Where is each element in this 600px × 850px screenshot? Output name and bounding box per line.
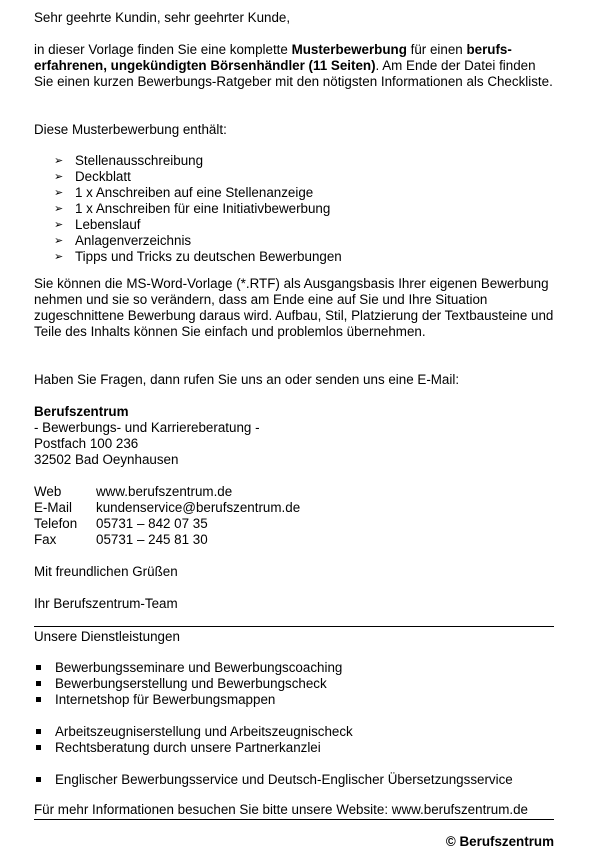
- square-bullet-icon: [36, 681, 41, 686]
- contact-fax: 05731 – 245 81 30: [96, 532, 208, 547]
- arrow-bullet-icon: ➢: [54, 251, 64, 263]
- square-bullet-icon: [36, 665, 41, 670]
- table-row: [34, 516, 300, 532]
- contact-label: Web: [34, 484, 62, 499]
- contact-email-link[interactable]: kundenservice@berufszentrum.de: [96, 500, 301, 515]
- arrow-bullet-icon: ➢: [54, 203, 64, 215]
- arrow-bullet-icon: ➢: [54, 155, 64, 167]
- list-item-label: Anlagenverzeichnis: [75, 233, 192, 248]
- list-item: [34, 169, 342, 185]
- signature-team: Ihr Berufszentrum-Team: [34, 596, 178, 611]
- list-item: [34, 185, 342, 201]
- arrow-bullet-icon: ➢: [54, 235, 64, 247]
- list-item: [34, 772, 513, 788]
- divider: [34, 819, 554, 820]
- arrow-bullet-icon: ➢: [54, 187, 64, 199]
- contact-table: [34, 484, 300, 548]
- list-item-label: Deckblatt: [75, 169, 131, 184]
- list-item: [34, 740, 353, 756]
- list-item-label: Bewerbungsseminare und Bewerbungscoaching: [55, 660, 343, 675]
- list-item-label: Internetshop für Bewerbungsmappen: [55, 692, 276, 707]
- list-item: [34, 217, 342, 233]
- list-item: [34, 692, 342, 708]
- contact-label: Fax: [34, 532, 57, 547]
- address-block: [34, 404, 260, 468]
- intro-text-1: in dieser Vorlage finden Sie eine komplette: [34, 42, 292, 57]
- divider: [34, 626, 554, 627]
- list-item-label: 1 x Anschreiben für eine Initiativbewerbung: [75, 201, 331, 216]
- contents-heading: Diese Musterbewerbung enthält:: [34, 122, 227, 137]
- list-item: [34, 233, 342, 249]
- list-item-label: Arbeitszeugniserstellung und Arbeitszeugnischeck: [55, 724, 353, 739]
- services-list: [34, 660, 342, 708]
- contact-website-link[interactable]: www.berufszentrum.de: [96, 484, 233, 499]
- list-item: [34, 201, 342, 217]
- arrow-bullet-icon: ➢: [54, 219, 64, 231]
- table-row: [34, 532, 300, 548]
- square-bullet-icon: [36, 745, 41, 750]
- intro-paragraph: [34, 42, 554, 90]
- company-subtitle: - Bewerbungs- und Karriereberatung -: [34, 420, 260, 435]
- contact-label: E-Mail: [34, 500, 72, 515]
- list-item-label: Tipps und Tricks zu deutschen Bewerbungen: [75, 249, 342, 264]
- square-bullet-icon: [36, 697, 41, 702]
- city: 32502 Bad Oeynhausen: [34, 452, 179, 467]
- table-row: [34, 500, 300, 516]
- greeting: Sehr geehrte Kundin, sehr geehrter Kunde,: [34, 10, 291, 25]
- more-info-line: Für mehr Informationen besuchen Sie bitte unsere Website: www.berufszentrum.de: [34, 802, 528, 817]
- list-item: [34, 660, 342, 676]
- contact-label: Telefon: [34, 516, 78, 531]
- questions-line: Haben Sie Fragen, dann rufen Sie uns an oder senden uns eine E-Mail:: [34, 372, 460, 387]
- square-bullet-icon: [36, 777, 41, 782]
- list-item: [34, 724, 353, 740]
- list-item-label: Rechtsberatung durch unsere Partnerkanzlei: [55, 740, 321, 755]
- contents-list: [34, 153, 342, 265]
- contact-phone: 05731 – 842 07 35: [96, 516, 208, 531]
- list-item: [34, 153, 342, 169]
- list-item: [34, 249, 342, 265]
- square-bullet-icon: [36, 729, 41, 734]
- closing-regards: Mit freundlichen Grüßen: [34, 564, 178, 579]
- intro-text-3: . Am Ende der Datei finden Sie einen kurzen Bewerbungs-Ratgeber mit den nötigsten Informationen als Checkliste.: [34, 58, 553, 89]
- intro-bold-2: berufs-erfahrenen, ungekündigten Börsenhändler (11 Seiten): [34, 42, 512, 73]
- list-item-label: Bewerbungserstellung und Bewerbungscheck: [55, 676, 327, 691]
- list-item: [34, 676, 342, 692]
- template-paragraph: Sie können die MS-Word-Vorlage (*.RTF) als Ausgangsbasis Ihrer eigenen Bewerbung nehmen und sie so verändern, dass am Ende eine auf Sie und Ihre Situation zugeschnittene Bewerbung daraus wird. Aufbau, Stil, Platzierung der Textbausteine und Teile des Inhalts können Sie einfach und problemlos übernehmen.: [34, 276, 554, 339]
- services-list: [34, 772, 513, 788]
- list-item-label: 1 x Anschreiben auf eine Stellenanzeige: [75, 185, 314, 200]
- company-name: Berufszentrum: [34, 404, 129, 419]
- postbox: Postfach 100 236: [34, 436, 139, 451]
- list-item-label: Englischer Bewerbungsservice und Deutsch-Englischer Übersetzungsservice: [55, 772, 513, 787]
- list-item-label: Lebenslauf: [75, 217, 141, 232]
- copyright-notice: © Berufszentrum: [445, 834, 554, 849]
- arrow-bullet-icon: ➢: [54, 171, 64, 183]
- intro-text-2: für einen: [406, 42, 467, 57]
- list-item-label: Stellenausschreibung: [75, 153, 204, 168]
- intro-bold-1: Musterbewerbung: [291, 42, 407, 57]
- services-list: [34, 724, 353, 756]
- services-heading: Unsere Dienstleistungen: [34, 629, 180, 644]
- table-row: [34, 484, 300, 500]
